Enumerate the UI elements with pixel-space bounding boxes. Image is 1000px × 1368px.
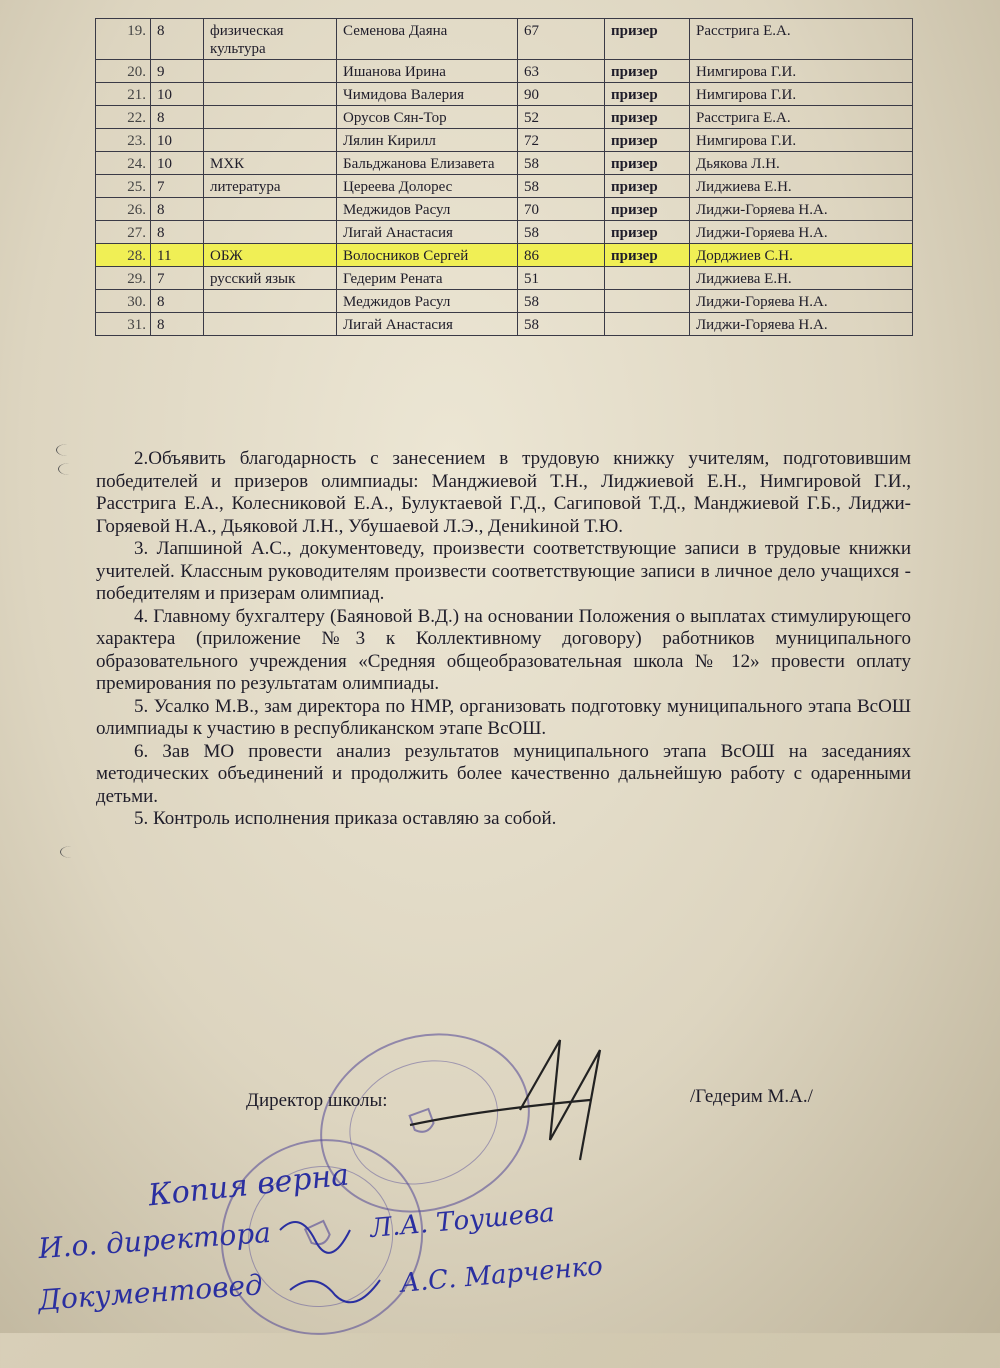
- grade-cell: 10: [151, 152, 204, 175]
- table-row: [96, 60, 913, 83]
- status-cell: [605, 267, 690, 290]
- student-name-cell: Ишанова Ирина: [337, 60, 518, 83]
- grade-cell: 10: [151, 129, 204, 152]
- table-row: [96, 129, 913, 152]
- row-number-cell: 29.: [96, 267, 151, 290]
- subject-cell: ОБЖ: [204, 244, 337, 267]
- subject-cell: [204, 290, 337, 313]
- student-name-cell: Орусов Сян-Тор: [337, 106, 518, 129]
- row-number-cell: 19.: [96, 19, 151, 60]
- row-number-cell: 31.: [96, 313, 151, 336]
- status-cell: призер: [605, 175, 690, 198]
- paragraph-6: 6. Зав МО провести анализ результатов муниципального этапа ВсОШ на заседаниях методических объединений и продолжить более качественно дальнейшую работу с одаренными детьми.: [96, 740, 911, 807]
- score-cell: 58: [518, 290, 605, 313]
- grade-cell: 10: [151, 83, 204, 106]
- status-cell: призер: [605, 221, 690, 244]
- row-number-cell: 24.: [96, 152, 151, 175]
- score-cell: 67: [518, 19, 605, 60]
- table-row: [96, 19, 913, 60]
- status-cell: призер: [605, 198, 690, 221]
- teacher-cell: Лиджи-Горяева Н.А.: [690, 198, 913, 221]
- grade-cell: 8: [151, 106, 204, 129]
- grade-cell: 7: [151, 175, 204, 198]
- subject-cell: [204, 83, 337, 106]
- margin-mark: [58, 463, 81, 475]
- table-row: [96, 290, 913, 313]
- score-cell: 58: [518, 152, 605, 175]
- status-cell: призер: [605, 152, 690, 175]
- margin-mark: [56, 444, 79, 456]
- teacher-cell: Лиджи-Горяева Н.А.: [690, 290, 913, 313]
- teacher-cell: Нимгирова Г.И.: [690, 83, 913, 106]
- teacher-cell: Расстрига Е.А.: [690, 106, 913, 129]
- status-cell: призер: [605, 106, 690, 129]
- table-row: [96, 175, 913, 198]
- table-row: [96, 83, 913, 106]
- score-cell: 58: [518, 221, 605, 244]
- student-name-cell: Цереева Долорес: [337, 175, 518, 198]
- row-number-cell: 20.: [96, 60, 151, 83]
- subject-cell: МХК: [204, 152, 337, 175]
- subject-cell: русский язык: [204, 267, 337, 290]
- student-name-cell: Семенова Даяна: [337, 19, 518, 60]
- margin-mark: [60, 846, 83, 858]
- paragraph-control: 5. Контроль исполнения приказа оставляю за собой.: [134, 808, 557, 829]
- row-number-cell: 23.: [96, 129, 151, 152]
- grade-cell: 8: [151, 290, 204, 313]
- student-name-cell: Бальджанова Елизавета: [337, 152, 518, 175]
- score-cell: 70: [518, 198, 605, 221]
- teacher-cell: Нимгирова Г.И.: [690, 60, 913, 83]
- subject-cell: физическая культура: [204, 19, 337, 60]
- student-name-cell: Меджидов Расул: [337, 198, 518, 221]
- table-row: [96, 244, 913, 267]
- director-label: Директор школы:: [246, 1090, 388, 1111]
- director-signature: [400, 1030, 640, 1180]
- subject-cell: [204, 129, 337, 152]
- student-name-cell: Лялин Кирилл: [337, 129, 518, 152]
- signature-block: [0, 1030, 1000, 1330]
- subject-cell: [204, 106, 337, 129]
- paragraph-4: 4. Главному бухгалтеру (Баяновой В.Д.) на основании Положения о выплатах стимулирующего характера (приложение №3 к Коллективному договору) работников муниципального образовательного учреждения «Средняя общеобразовательная школа № 12» провести оплату премирования по результатам олимпиады.: [96, 605, 911, 694]
- records-clerk-name: А.С. Марченко: [399, 1251, 604, 1299]
- teacher-cell: Лиджи-Горяева Н.А.: [690, 221, 913, 244]
- status-cell: [605, 290, 690, 313]
- teacher-cell: Лиджиева Е.Н.: [690, 175, 913, 198]
- acting-director-name: Л.А. Тоушева: [369, 1197, 556, 1245]
- order-text: [96, 448, 911, 831]
- student-name-cell: Чимидова Валерия: [337, 83, 518, 106]
- student-name-cell: Лигай Анастасия: [337, 221, 518, 244]
- grade-cell: 9: [151, 60, 204, 83]
- table-row: [96, 152, 913, 175]
- paragraph-5: 5. Усалко М.В., зам директора по НМР, организовать подготовку муниципального этапа ВсОШ олимпиады к участию в республиканском этапе ВсОШ.: [96, 695, 911, 739]
- row-number-cell: 26.: [96, 198, 151, 221]
- subject-cell: [204, 313, 337, 336]
- score-cell: 51: [518, 267, 605, 290]
- score-cell: 58: [518, 175, 605, 198]
- score-cell: 86: [518, 244, 605, 267]
- score-cell: 58: [518, 313, 605, 336]
- table-row: [96, 221, 913, 244]
- subject-cell: [204, 198, 337, 221]
- row-number-cell: 25.: [96, 175, 151, 198]
- director-name: /Гедерим М.А./: [690, 1086, 813, 1107]
- row-number-cell: 27.: [96, 221, 151, 244]
- status-cell: призер: [605, 83, 690, 106]
- score-cell: 72: [518, 129, 605, 152]
- status-cell: призер: [605, 129, 690, 152]
- acting-director-role: И.о. директора: [37, 1215, 272, 1266]
- copy-certification: Копия верна: [146, 1157, 351, 1214]
- subject-cell: [204, 221, 337, 244]
- grade-cell: 8: [151, 313, 204, 336]
- teacher-cell: Дьякова Л.Н.: [690, 152, 913, 175]
- score-cell: 52: [518, 106, 605, 129]
- table-row: [96, 106, 913, 129]
- teacher-cell: Расстрига Е.А.: [690, 19, 913, 60]
- table-row: [96, 313, 913, 336]
- score-cell: 63: [518, 60, 605, 83]
- student-name-cell: Лигай Анастасия: [337, 313, 518, 336]
- row-number-cell: 22.: [96, 106, 151, 129]
- olympiad-results-table: [95, 18, 913, 336]
- grade-cell: 8: [151, 198, 204, 221]
- status-cell: призер: [605, 60, 690, 83]
- teacher-cell: Нимгирова Г.И.: [690, 129, 913, 152]
- grade-cell: 8: [151, 19, 204, 60]
- paragraph-2: 2.Объявить благодарность с занесением в трудовую книжку учителям, подготовившим победителей и призеров олимпиады: Манджиевой Т.Н., Лиджиевой Е.Н., Нимгировой Г.И., Расстрига Е.А., Колесниковой Е.А., Булуктаевой Г.Д., Сагиповой Т.Д., Манджиевой Г.Б., Лиджи-Горяевой Н.А., Дьяковой Л.Н., Убушаевой Л.Э., Дениkиной Т.Ю.: [96, 448, 911, 537]
- row-number-cell: 30.: [96, 290, 151, 313]
- status-cell: призер: [605, 19, 690, 60]
- teacher-cell: Дорджиев С.Н.: [690, 244, 913, 267]
- row-number-cell: 28.: [96, 244, 151, 267]
- grade-cell: 11: [151, 244, 204, 267]
- score-cell: 90: [518, 83, 605, 106]
- subject-cell: [204, 60, 337, 83]
- table-row: [96, 198, 913, 221]
- subject-cell: литература: [204, 175, 337, 198]
- teacher-cell: Лиджиева Е.Н.: [690, 267, 913, 290]
- student-name-cell: Меджидов Расул: [337, 290, 518, 313]
- handwritten-initials: [260, 1200, 400, 1320]
- row-number-cell: 21.: [96, 83, 151, 106]
- paragraph-3: 3. Лапшиной А.С., документоведу, произвести соответствующие записи в трудовые книжки учителей. Классным руководителям произвести соответствующие записи в личное дело учащихся - победителям и призерам олимпиад.: [96, 538, 911, 604]
- status-cell: призер: [605, 244, 690, 267]
- grade-cell: 7: [151, 267, 204, 290]
- status-cell: [605, 313, 690, 336]
- records-clerk-role: Документовед: [37, 1268, 264, 1317]
- student-name-cell: Гедерим Рената: [337, 267, 518, 290]
- table-row: [96, 267, 913, 290]
- teacher-cell: Лиджи-Горяева Н.А.: [690, 313, 913, 336]
- student-name-cell: Волосников Сергей: [337, 244, 518, 267]
- grade-cell: 8: [151, 221, 204, 244]
